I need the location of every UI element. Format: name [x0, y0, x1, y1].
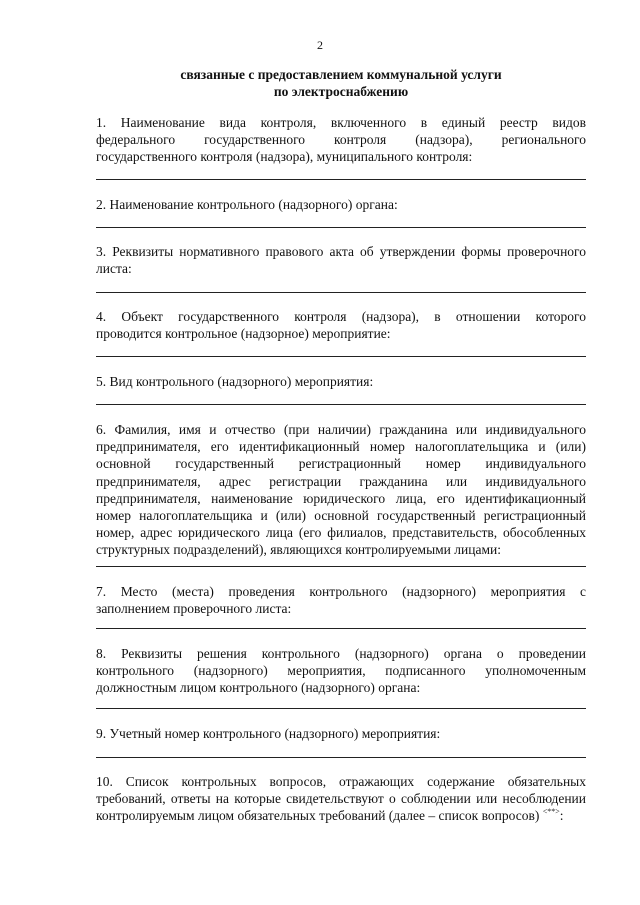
item-text-line: структурных подразделений), являющихся контролируемыми лицами:	[96, 542, 501, 558]
item-text-line: предпринимателя, наименование юридического лица, его идентификационный	[96, 490, 586, 506]
item-text-fragment: контролируемым лицом обязательных требований (далее – список вопросов)	[96, 808, 540, 824]
fill-in-line	[96, 404, 586, 405]
item-text-line: 2. Наименование контрольного (надзорного) органа:	[96, 197, 398, 212]
fill-in-line	[96, 227, 586, 228]
item-text-line: государственного контроля (надзора), муниципального контроля:	[96, 149, 473, 165]
item-text-line: номер налогоплательщика и (или) основной государственный регистрационный	[96, 508, 586, 524]
form-item-4	[96, 308, 586, 342]
item-text-line: контрольного (надзорного) мероприятия, подписанного уполномоченным	[96, 663, 586, 679]
fill-in-line	[96, 708, 586, 709]
form-item-9	[96, 725, 586, 742]
item-text-line: предпринимателя, адрес регистрации гражданина или индивидуального	[96, 473, 586, 489]
heading-line-2: по электроснабжению	[273, 84, 409, 99]
item-text-line-with-note	[96, 807, 586, 824]
fill-in-line	[96, 566, 586, 567]
item-text-line: федерального государственного контроля (надзора), регионального	[96, 132, 586, 148]
item-text-tail: :	[559, 808, 564, 824]
item-text-line: должностным лицом контрольного (надзорного) органа:	[96, 680, 421, 696]
section-heading	[96, 66, 586, 100]
form-item-6	[96, 421, 586, 559]
page-number: 2	[317, 38, 323, 52]
item-text-line: проводится контрольное (надзорное) мероприятие:	[96, 326, 391, 342]
item-text-line: предпринимателя, его идентификационный номер налогоплательщика и (или)	[96, 439, 586, 455]
item-text-line: 7. Место (места) проведения контрольного (надзорного) мероприятия с	[96, 584, 586, 599]
item-text-line: 6. Фамилия, имя и отчество (при наличии) гражданина или индивидуального	[96, 422, 586, 437]
item-text-line: 3. Реквизиты нормативного правового акта об утверждении формы проверочного	[96, 244, 586, 259]
fill-in-line	[96, 292, 586, 293]
item-text-line: требований, ответы на которые свидетельствуют о соблюдении или несоблюдении	[96, 791, 586, 807]
form-item-10	[96, 773, 586, 825]
fill-in-line	[96, 628, 586, 629]
item-text-line: основной государственный регистрационный номер индивидуального	[96, 456, 586, 472]
item-text-line: 9. Учетный номер контрольного (надзорного) мероприятия:	[96, 726, 441, 741]
heading-line-1: связанные с предоставлением коммунальной услуги	[180, 67, 502, 82]
item-text-line: заполнением проверочного листа:	[96, 601, 292, 617]
form-item-2	[96, 196, 586, 213]
form-item-7	[96, 583, 586, 617]
form-item-3	[96, 243, 586, 277]
item-text-line: листа:	[96, 261, 132, 277]
fill-in-line	[96, 179, 586, 180]
item-text-line: номер, адрес юридического лица (его филиалов, представительств, обособленных	[96, 525, 586, 541]
fill-in-line	[96, 356, 586, 357]
item-text-line: 10. Список контрольных вопросов, отражающих содержание обязательных	[96, 774, 586, 789]
form-item-8	[96, 645, 586, 697]
item-text-line: 5. Вид контрольного (надзорного) мероприятия:	[96, 374, 374, 389]
footnote-mark: <**>	[542, 807, 560, 817]
form-item-5	[96, 373, 586, 390]
fill-in-line	[96, 757, 586, 758]
item-text-line: 4. Объект государственного контроля (надзора), в отношении которого	[96, 309, 586, 324]
item-text-line: 1. Наименование вида контроля, включенного в единый реестр видов	[96, 115, 586, 130]
form-item-1	[96, 114, 586, 166]
item-text-line: 8. Реквизиты решения контрольного (надзорного) органа о проведении	[96, 646, 586, 661]
